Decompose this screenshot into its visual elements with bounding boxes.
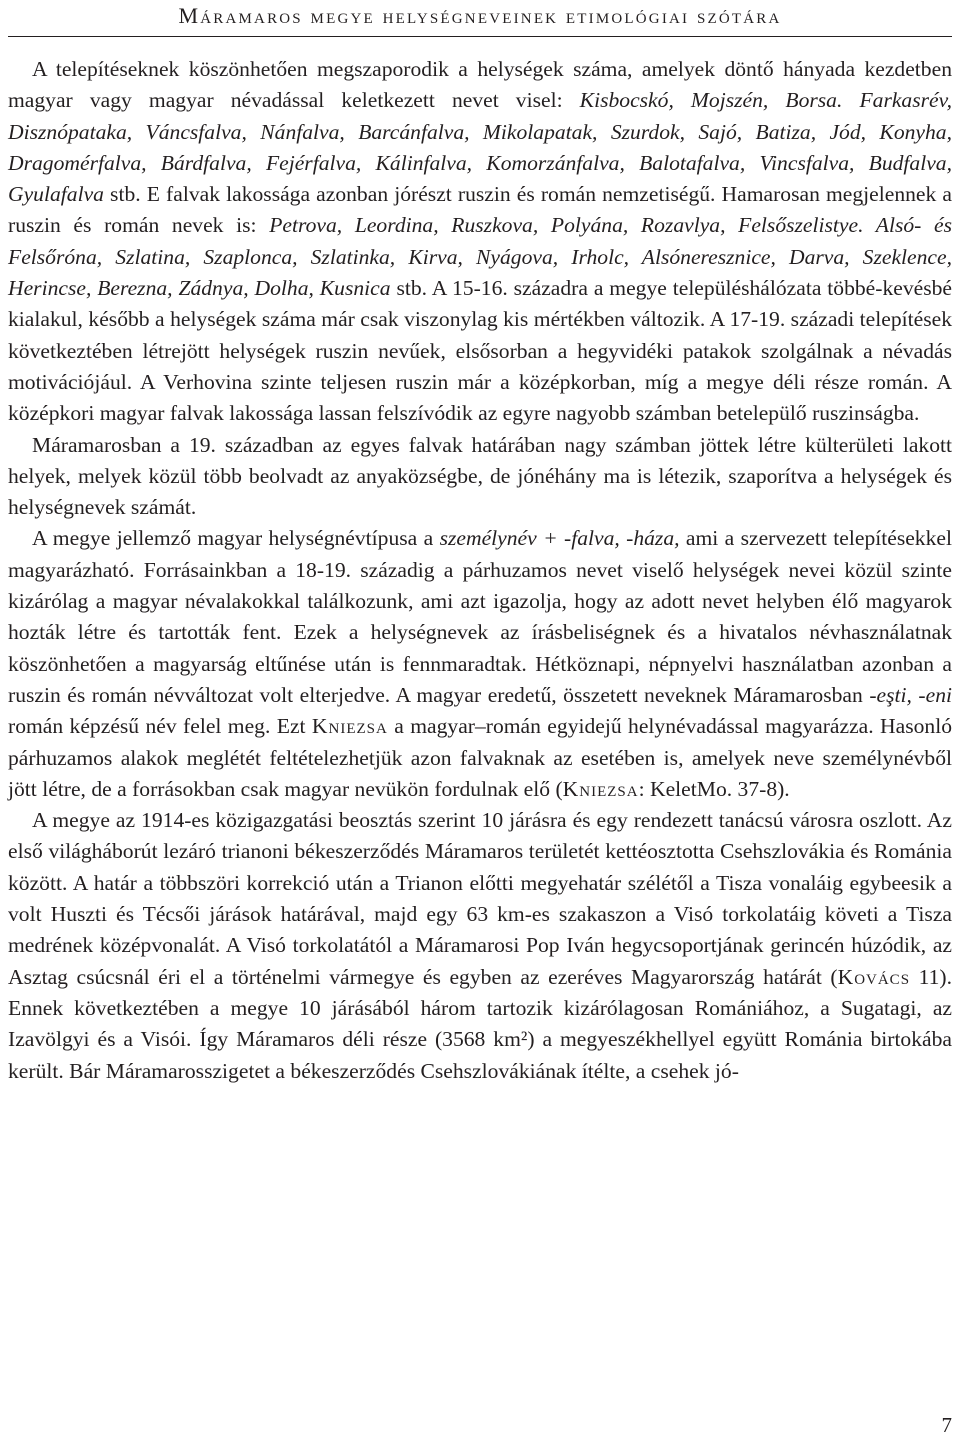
paragraph — [8, 54, 952, 430]
text-run: Máramarosban a 19. században az egyes falvak határában nagy számban jöttek létre külterületi lakott helyek, melyek közül több beolvadt az anyaközségbe, de jónéhány ma is létezik, szaporítva a helységek és helységnevek számát. — [8, 432, 952, 520]
small-caps-run: Kovács — [837, 964, 911, 989]
body-text — [8, 54, 952, 1087]
text-run: román képzésű név felel meg. Ezt — [8, 714, 312, 739]
running-head: Máramaros megye helységneveinek etimológiai szótára — [8, 2, 952, 37]
text-run: A megye az 1914-es közigazgatási beosztás szerint 10 járásra és egy rendezett tanácsú városra oszlott. Az első világháborút lezáró trianoni békeszerződés Máramaros területét kettéosztotta Csehszlovákia és Románia között. A határ a többszöri korrekció után a Trianon előtti megyehatár szélétől a Tisza vonaláig egybeesik a volt Huszti és Técsői járások határával, majd egy 63 km-es szakaszon a Visó torkolatáig követi a Tisza medrének középvonalát. A Visó torkolatától a Máramarosi Pop Iván hegycsoportjának gerincén húzódik, az Asztag csúcsnál éri el a történelmi vármegye és egyben az ezeréves Magyarország határát ( — [8, 808, 952, 989]
paragraph — [8, 430, 952, 524]
italic-run: Kisbocskó, Mojszén, Borsa. Farkasrév, Disznópataka, Váncsfalva, Nánfalva, Barcánfalva, Mikolapatak, Szurdok, Sajó, Batiza, Jód, Konyha, Dragomérfalva, Bárdfalva, Fejérfalva, Kálinfalva, Komorzánfalva, Balotafalva, Vincsfalva, Budfalva, Gyulafalva — [8, 88, 952, 207]
italic-run: személynév + -falva, -háza, — [439, 526, 680, 551]
small-caps-run: Kniezsa — [562, 776, 639, 801]
text-run: 11). Ennek következtében a megye 10 járásából három tartozik kizárólagosan Romániához, a Sugatagi, az Izavölgyi és a Visói. Így Máramaros déli része (3568 km²) a megyeszékhellyel együtt Románia birtokába került. Bár Máramarosszigetet a békeszerződés Csehszlovákiának ítélte, a csehek jó- — [8, 964, 952, 1083]
text-run: stb. E falvak lakossága azonban jórészt ruszin és román nemzetiségű. Hamarosan megjelennek a ruszin és román nevek is: — [8, 182, 952, 238]
italic-run: -eşti, -eni — [869, 682, 952, 707]
page-number: 7 — [941, 1413, 952, 1437]
text-run: ami a szervezett telepítésekkel magyarázható. Forrásainkban a 18-19. századig a párhuzamos nevet viselő helységek nevei közül szinte kizárólag a magyar névalakokkal találkozunk, ami azt igazolja, hogy az adott nevet helyben élő magyarok hozták létre és tartották fent. Ezek a helységnevek az írásbeliségnek és a hivatalos névhasználatnak köszönhetően a magyarság eltűnése után is fennmaradtak. Hétköznapi, népnyelvi használatban azonban a ruszin és román névváltozat volt elterjedve. A magyar eredetű, összetett neveknek Máramarosban — [8, 526, 952, 707]
text-run: A megye jellemző magyar helységnévtípusa a — [32, 526, 440, 551]
text-run: stb. A 15-16. századra a megye településhálózata többé-kevésbé kialakul, később a helységek száma már csak viszonylag kis mértékben változik. A 17-19. századi telepítések következtében létrejött helységek ruszin nevűek, elsősorban a hegyvidéki patakok szolgálnak a névadás motivációjául. A Verhovina szinte teljesen ruszin már a középkorban, míg a megye déli része román. A középkori magyar falvak lakossága lassan felszívódik az egyre nagyobb számban betelepülő ruszinságba. — [8, 276, 952, 426]
italic-run: Petrova, Leordina, Ruszkova, Polyána, Rozavlya, Felsőszelistye. Alsó- és Felsőróna, Szlatina, Szaplonca, Szlatinka, Kirva, Nyágova, Irholc, Alsóneresznice, Darva, Szeklence, Herincse, Berezna, Zádnya, Dolha, Kusnica — [8, 213, 952, 301]
paragraph — [8, 805, 952, 1087]
paragraph — [8, 523, 952, 805]
text-run: A telepítéseknek köszönhetően megszaporodik a helységek száma, amelyek döntő hányada kezdetben magyar vagy magyar névadással keletkezett nevet visel: — [8, 57, 952, 113]
text-run: a magyar–román egyidejű helynévadással magyarázza. Hasonló párhuzamos alakok meglétét feltételezhetjük azon falvaknak az esetében is, amelyek neve személynévből jött létre, de a forrásokban csak magyar nevükön fordulnak elő ( — [8, 714, 952, 801]
small-caps-run: Kniezsa — [311, 714, 388, 739]
text-run: : KeletMo. 37-8). — [638, 776, 790, 801]
